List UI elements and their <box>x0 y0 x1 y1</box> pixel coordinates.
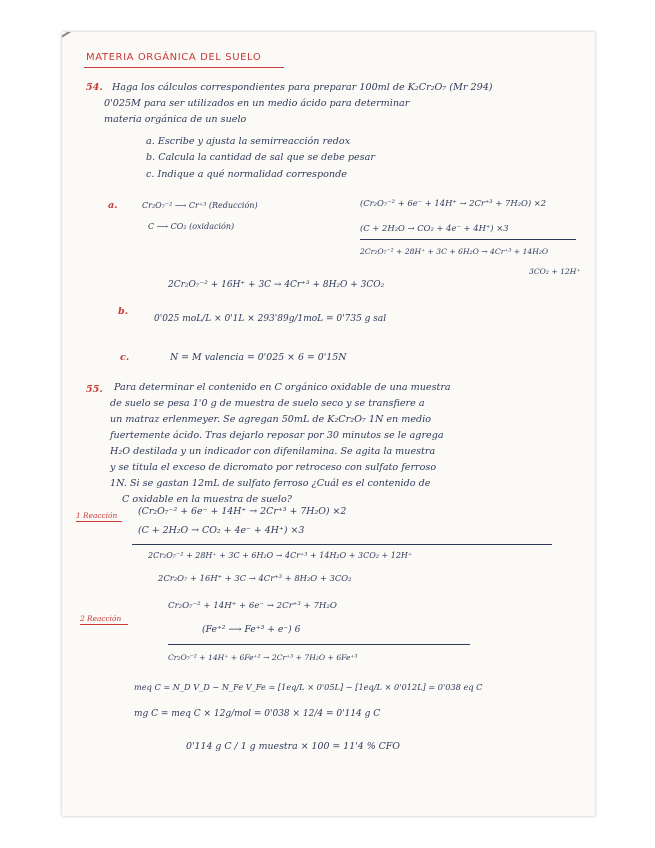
r1-half-reaction-1: (Cr₂O₇⁻² + 6e⁻ + 14H⁺ → 2Cr⁺³ + 7H₂O) ×2 <box>138 506 347 517</box>
r2-half-reaction-1: Cr₂O₇⁻² + 14H⁺ + 6e⁻ → 2Cr⁺³ + 7H₂O <box>168 601 337 611</box>
r1-half-reaction-2: (C + 2H₂O → CO₂ + 4e⁻ + 4H⁺) ×3 <box>138 525 305 536</box>
reaction-2-underline <box>80 624 128 625</box>
problem-55-line-5: H₂O destilada y un indicador con difenilamina. Se agita la muestra <box>110 446 436 457</box>
pen-mark <box>62 32 87 39</box>
r2-sum: Cr₂O₇⁻² + 14H⁺ + 6Fe⁺² → 2Cr⁺³ + 7H₂O + 6Fe⁺³ <box>168 653 358 662</box>
reaction-1-label: 1 Reacción <box>76 511 118 520</box>
a-sum-line <box>360 239 576 240</box>
problem-55-line-7: 1N. Si se gastan 12mL de sulfato ferroso ¿Cuál es el contenido de <box>110 478 431 489</box>
page-title: MATERIA ORGÁNICA DEL SUELO <box>86 52 262 63</box>
c-calculation: N = M valencia = 0'025 × 6 = 0'15N <box>170 352 347 363</box>
task-c: c. Indique a qué normalidad corresponde <box>146 169 347 180</box>
problem-54-line-1: Haga los cálculos correspondientes para preparar 100ml de K₂Cr₂O₇ (Mr 294) <box>112 82 493 93</box>
task-a: a. Escribe y ajusta la semirreacción redox <box>146 136 351 147</box>
r1-sum: 2Cr₂O₇⁻² + 28H⁺ + 3C + 6H₂O → 4Cr⁺³ + 14H₂O + 3CO₂ + 12H⁺ <box>148 551 413 560</box>
part-b-label: b. <box>118 306 129 317</box>
a-oxidation: C ⟶ CO₂ (oxidación) <box>148 222 235 231</box>
reaction-1-underline <box>76 521 122 522</box>
a-sum-1: 2Cr₂O₇⁻² + 28H⁺ + 3C + 6H₂O → 4Cr⁺³ + 14H₂O <box>360 247 549 256</box>
title-underline <box>84 67 284 68</box>
eq-meq-carbon: meq C = N_D V_D − N_Fe V_Fe = [1eq/L × 0'05L] − [1eq/L × 0'012L] = 0'038 eq C <box>134 682 483 692</box>
problem-54-number: 54. <box>86 82 103 93</box>
problem-54-line-2: 0'025M para ser utilizados en un medio ácido para determinar <box>104 98 410 109</box>
b-calculation: 0'025 moL/L × 0'1L × 293'89g/1moL = 0'735 g sal <box>154 314 387 324</box>
a-half-reaction-1: (Cr₂O₇⁻² + 6e⁻ + 14H⁺ → 2Cr⁺³ + 7H₂O) ×2 <box>360 198 547 208</box>
problem-55-line-3: un matraz erlenmeyer. Se agregan 50mL de K₂Cr₂O₇ 1N en medio <box>110 414 432 425</box>
part-c-label: c. <box>120 352 130 363</box>
r1-final: 2Cr₂O₇ + 16H⁺ + 3C → 4Cr⁺³ + 8H₂O + 3CO₂ <box>158 573 352 583</box>
task-b: b. Calcula la cantidad de sal que se debe pesar <box>146 152 375 163</box>
a-half-reaction-2: (C + 2H₂O → CO₂ + 4e⁻ + 4H⁺) ×3 <box>360 223 509 233</box>
a-sum-2: 3CO₂ + 12H⁺ <box>529 267 581 276</box>
problem-55-number: 55. <box>86 384 103 395</box>
a-reduction: Cr₂O₇⁻² ⟶ Cr⁺³ (Reducción) <box>142 201 258 210</box>
r1-sum-line <box>132 544 552 545</box>
problem-55-line-1: Para determinar el contenido en C orgánico oxidable de una muestra <box>114 382 451 393</box>
a-final-reaction: 2Cr₂O₇⁻² + 16H⁺ + 3C → 4Cr⁺³ + 8H₂O + 3CO₂ <box>168 280 385 290</box>
r2-sum-line <box>168 644 470 645</box>
r2-half-reaction-2: (Fe⁺² ⟶ Fe⁺³ + e⁻) 6 <box>202 624 301 635</box>
problem-55-line-6: y se titula el exceso de dicromato por retroceso con sulfato ferroso <box>110 462 437 473</box>
eq-percent-cfo: 0'114 g C / 1 g muestra × 100 = 11'4 % CFO <box>186 741 400 752</box>
problem-55-line-8: C oxidable en la muestra de suelo? <box>122 494 292 505</box>
problem-54-line-3: materia orgánica de un suelo <box>104 114 247 125</box>
problem-55-line-4: fuertemente ácido. Tras dejarlo reposar por 30 minutos se le agrega <box>110 430 444 441</box>
eq-mg-carbon: mg C = meq C × 12g/mol = 0'038 × 12/4 = 0'114 g C <box>134 709 381 719</box>
problem-55-line-2: de suelo se pesa 1'0 g de muestra de suelo seco y se transfiere a <box>110 398 425 409</box>
paper-sheet <box>62 32 595 816</box>
reaction-2-label: 2 Reacción <box>80 614 122 623</box>
part-a-label: a. <box>108 200 118 211</box>
